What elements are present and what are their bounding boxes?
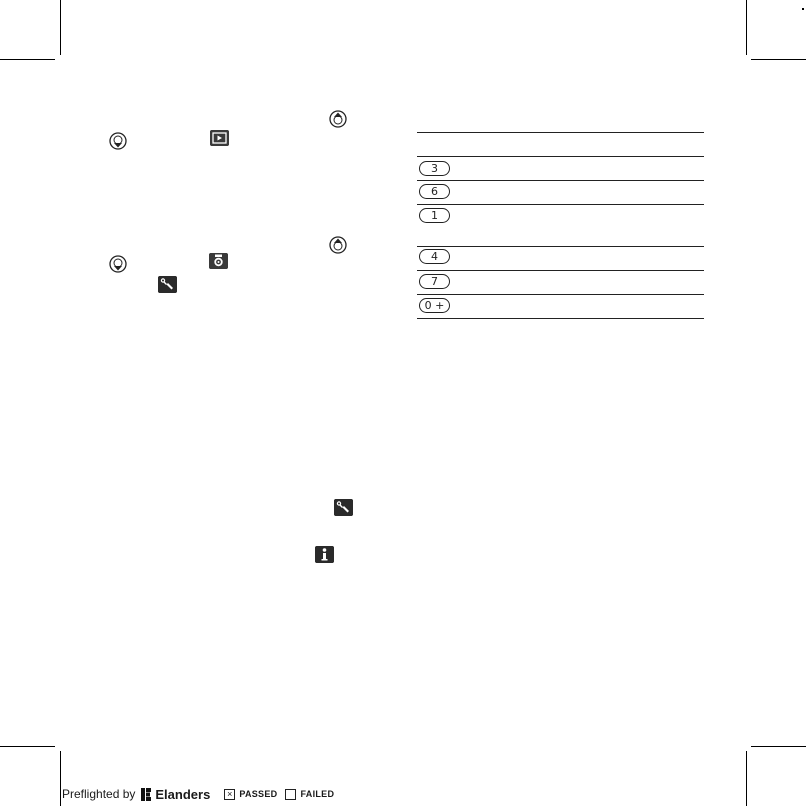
table-rule	[417, 156, 704, 157]
key-7-icon: 7	[419, 274, 450, 289]
key-6-icon: 6	[419, 184, 450, 199]
table-rule-bottom	[417, 318, 704, 319]
settings-wrench-icon	[334, 499, 353, 516]
key-3-icon: 3	[419, 161, 450, 176]
nav-up-icon	[329, 110, 347, 128]
crop-mark-bottom-right-v	[746, 751, 747, 806]
crop-mark-bottom-right-h	[751, 746, 806, 747]
crop-mark-bottom-left-v	[60, 751, 61, 806]
key-4-icon: 4	[419, 249, 450, 264]
key-0-plus-icon: 0 +	[419, 298, 450, 313]
crop-mark-top-right-v	[746, 0, 747, 55]
elanders-logo-icon	[141, 788, 151, 801]
media-player-icon	[210, 130, 229, 146]
failed-label: FAILED	[300, 789, 335, 799]
preflight-stamp	[62, 786, 334, 802]
table-rule	[417, 180, 704, 181]
crop-mark-bottom-left-h	[0, 746, 55, 747]
key-1-icon: 1	[419, 208, 450, 223]
crop-mark-top-right-h	[751, 59, 806, 60]
failed-checkbox	[285, 789, 296, 800]
nav-down-icon	[109, 255, 127, 273]
brand-name: Elanders	[155, 786, 211, 802]
crop-mark-top-left-h	[0, 59, 55, 60]
preflight-label: Preflighted by	[62, 787, 136, 801]
crop-mark-top-left-v	[60, 0, 61, 55]
table-rule	[417, 294, 704, 295]
settings-wrench-icon	[158, 276, 177, 293]
nav-down-icon	[109, 132, 127, 150]
table-rule	[417, 246, 704, 247]
table-rule	[417, 270, 704, 271]
corner-dot	[802, 8, 804, 10]
passed-checkbox: ×	[224, 789, 235, 800]
nav-up-icon	[329, 236, 347, 254]
passed-label: PASSED	[239, 789, 278, 799]
info-icon	[315, 546, 334, 563]
table-rule-top	[417, 132, 704, 133]
camera-icon	[209, 253, 228, 269]
table-rule	[417, 204, 704, 205]
